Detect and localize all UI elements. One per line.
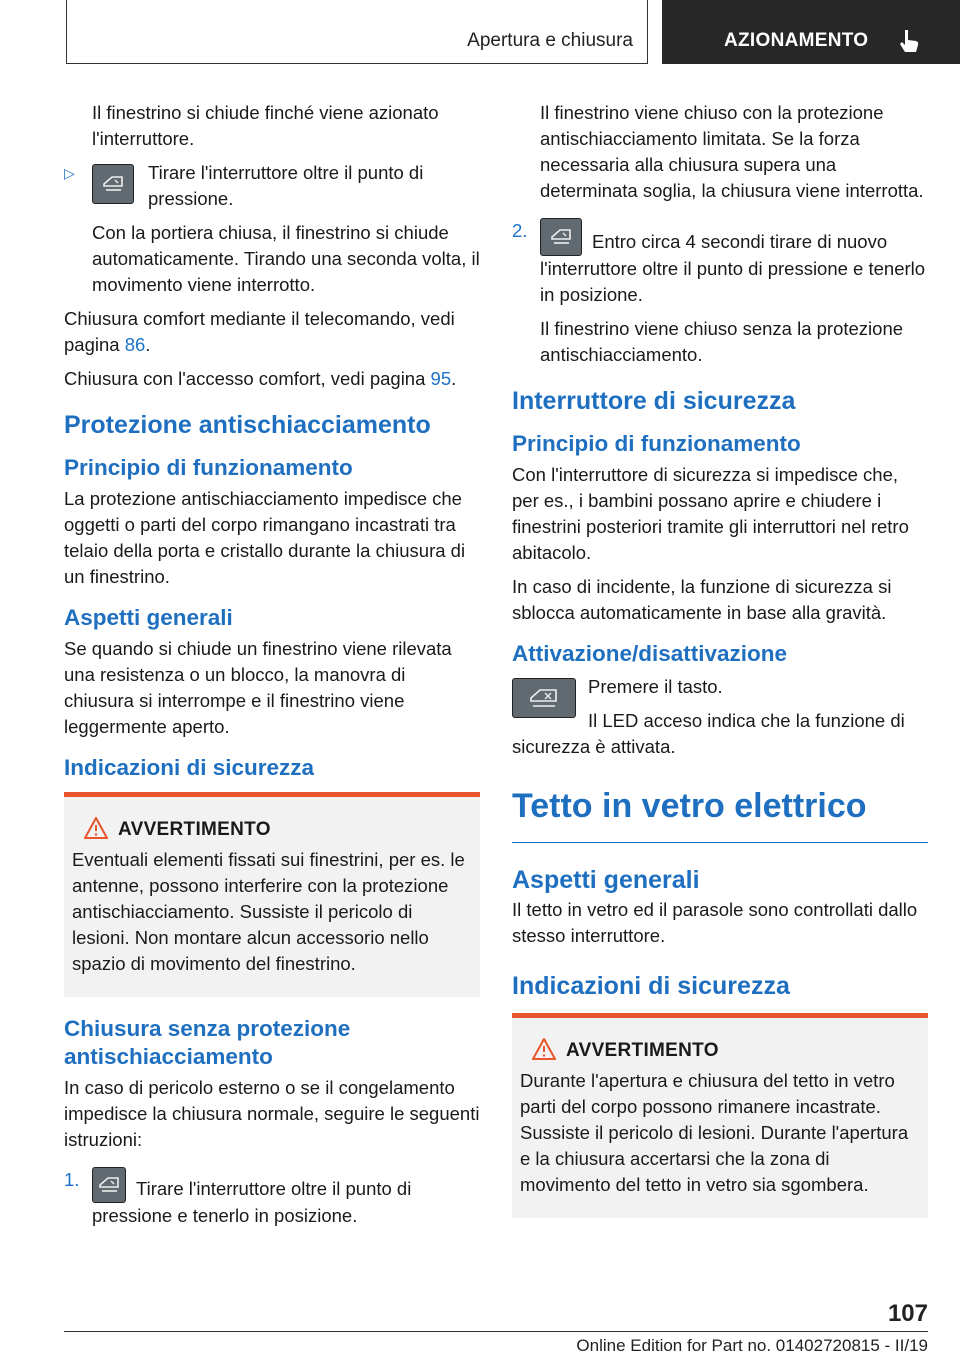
footer-divider xyxy=(64,1331,928,1332)
warning-text: Eventuali elementi fissati sui finestrini, per es. le antenne, possono interferire con la protezione antischiacciamento. Sussiste il pericolo di lesioni. Non montare alcun accessorio nello spazio di movimento del finestrino. xyxy=(72,849,465,974)
subsection-heading: Principio di funzionamento xyxy=(512,431,801,456)
warning-box xyxy=(64,792,480,997)
step-item xyxy=(512,218,928,308)
text: Tirare l'interruttore oltre il punto di pressione. xyxy=(148,162,424,209)
chapter-heading: Tetto in vetro elettrico xyxy=(512,786,928,843)
section-heading: Interruttore di sicurezza xyxy=(512,387,796,415)
step-item xyxy=(64,1167,480,1229)
section-heading: Protezione antischiacciamento xyxy=(64,411,431,439)
text: Il LED acceso indica che la funzione di sicurezza è attivata. xyxy=(512,710,905,757)
page-link[interactable]: 95 xyxy=(430,368,452,389)
text: Chiusura comfort mediante il telecomando, vedi pagina 86. xyxy=(64,308,455,355)
header-section-title: Apertura e chiusura xyxy=(467,30,633,51)
section-heading: Aspetti generali xyxy=(512,866,700,894)
page-number: 107 xyxy=(887,1300,928,1327)
text: Tirare l'interruttore oltre il punto di pressione e tenerlo in posizione. xyxy=(92,1178,412,1226)
safety-switch-icon xyxy=(512,678,576,718)
window-switch-icon xyxy=(92,164,134,204)
text: Chiusura con l'accesso comfort, vedi pagina 95. xyxy=(64,368,457,389)
header-chapter-title: AZIONAMENTO xyxy=(724,30,869,51)
text: In caso di incidente, la funzione di sicurezza si sblocca automaticamente in base alla gravità. xyxy=(512,576,892,623)
bullet-item xyxy=(64,160,480,212)
text: Se quando si chiude un finestrino viene rilevata una resistenza o un blocco, la manovra di chiusura si interrompe e il finestrino viene leggermente aperto. xyxy=(64,638,452,737)
section-heading: Indicazioni di sicurezza xyxy=(512,972,790,1000)
text: Premere il tasto. xyxy=(588,676,723,697)
header-section-tab xyxy=(66,0,648,64)
text: Il tetto in vetro ed il parasole sono controllati dallo stesso interruttore. xyxy=(512,899,918,946)
subsection-heading: Indicazioni di sicurezza xyxy=(64,755,315,780)
warning-box xyxy=(512,1013,928,1218)
warning-icon xyxy=(84,817,108,839)
step-number: 1. xyxy=(64,1169,80,1190)
window-switch-icon xyxy=(540,218,582,256)
text: Il finestrino si chiude finché viene azionato l'interruttore. xyxy=(92,102,439,149)
activation-block xyxy=(512,674,928,760)
text: Con l'interruttore di sicurezza si impedisce che, per es., i bambini possano aprire e chiudere i finestrini posteriori tramite gli interruttori nel retro abitacolo. xyxy=(512,464,909,563)
warning-title: AVVERTIMENTO xyxy=(72,817,472,843)
text: Con la portiera chiusa, il finestrino si chiude automaticamente. Tirando una seconda volta, il movimento viene interrotto. xyxy=(92,222,480,295)
warning-icon xyxy=(532,1038,556,1060)
header-chapter-tab xyxy=(662,0,960,64)
triangle-bullet-icon: ▷ xyxy=(64,165,75,181)
hand-pointer-icon xyxy=(896,28,922,54)
warning-title: AVVERTIMENTO xyxy=(520,1038,920,1064)
left-column xyxy=(64,100,480,1229)
warning-text: Durante l'apertura e chiusura del tetto in vetro parti del corpo possono rimanere incastrate. Sussiste il pericolo di lesioni. Durante l'apertura e la chiusura accertarsi che la zona di movimento del tetto in vetro sia sgombera. xyxy=(520,1070,909,1195)
text: In caso di pericolo esterno o se il congelamento impedisce la chiusura normale, seguire le seguenti istruzioni: xyxy=(64,1077,480,1150)
text: Entro circa 4 secondi tirare di nuovo l'interruttore oltre il punto di pressione e tenerlo in posizione. xyxy=(540,231,926,305)
footer-edition: Online Edition for Part no. 01402720815 - II/19 xyxy=(576,1336,928,1355)
subsection-heading: Aspetti generali xyxy=(64,605,233,630)
right-column xyxy=(512,100,928,1236)
step-number: 2. xyxy=(512,220,528,241)
subsection-heading: Chiusura senza protezione antischiacciamento xyxy=(64,1016,351,1069)
text: Il finestrino viene chiuso con la protezione antischiacciamento limitata. Se la forza necessaria alla chiusura supera una determinata soglia, la chiusura viene interrotta. xyxy=(540,102,924,201)
window-switch-icon xyxy=(92,1167,126,1203)
text: Il finestrino viene chiuso senza la protezione antischiacciamento. xyxy=(540,318,904,365)
subsection-heading: Principio di funzionamento xyxy=(64,455,353,480)
subsection-heading: Attivazione/disattivazione xyxy=(512,641,788,666)
text: La protezione antischiacciamento impedisce che oggetti o parti del corpo rimangano incastrati tra telaio della porta e cristallo durante la chiusura di un finestrino. xyxy=(64,488,466,587)
page-link[interactable]: 86 xyxy=(124,334,146,355)
